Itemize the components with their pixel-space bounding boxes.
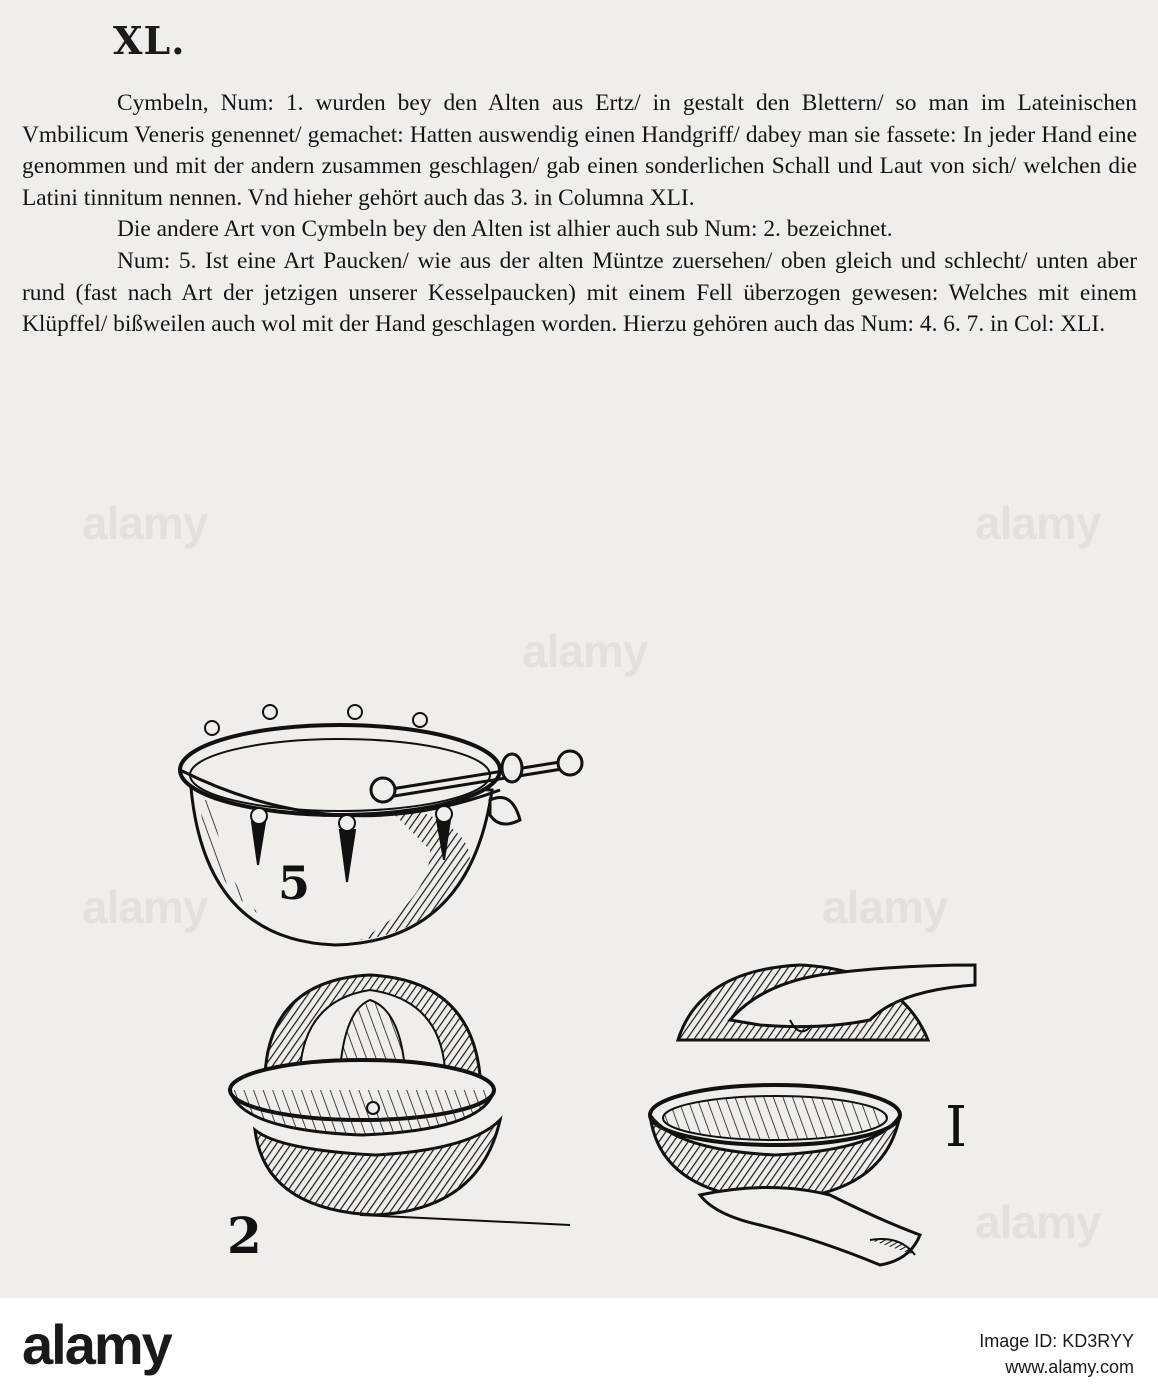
- kettle-drum-figure: [180, 705, 582, 945]
- watermark: alamy: [822, 881, 948, 933]
- closed-cymbals-figure: [230, 975, 570, 1225]
- alamy-logo: alamy: [22, 1313, 171, 1376]
- watermark: alamy: [522, 625, 648, 677]
- page-heading: XL.: [113, 18, 186, 63]
- hand-cymbals-figure: [650, 965, 975, 1265]
- watermark: alamy: [975, 1196, 1101, 1248]
- figure-label-1: I: [945, 1095, 968, 1160]
- site-url[interactable]: www.alamy.com: [1005, 1357, 1134, 1377]
- lower-hand: [700, 1188, 920, 1266]
- footer-meta: [979, 1328, 1134, 1380]
- figure-label-5: 5: [278, 856, 311, 910]
- paragraph-cymbeln: Cymbeln, Num: 1. wurden bey den Alten aus Ertz/ in gestalt den Blettern/ so man im Lateinischen Vmbilicum Veneris genennet/ gemachet: Hatten auswendig einen Handgriff/ dabey man sie fassete: In jeder Hand eine genommen und mit der andern zusammen geschlagen/ gab einen sonderlichen Schall und Laut von sich/ welchen die Latini tinnitum nennen. Vnd hieher gehört auch das 3. in Columna XLI.: [22, 90, 1137, 211]
- watermark: alamy: [82, 497, 208, 549]
- paragraph-andere-art: Die andere Art von Cymbeln bey den Alten ist alhier auch sub Num: 2. bezeichnet.: [117, 216, 893, 243]
- stock-photo-footer: [0, 1298, 1158, 1390]
- image-id: Image ID: KD3RYY: [979, 1331, 1134, 1351]
- watermark: alamy: [82, 881, 208, 933]
- watermark: alamy: [975, 497, 1101, 549]
- figure-label-2: 2: [227, 1206, 262, 1265]
- paragraph-paucken: Num: 5. Ist eine Art Paucken/ wie aus der alten Müntze zuersehen/ oben gleich und schlecht/ unten aber rund (fast nach Art der jetzigen unserer Kesselpaucken) mit einem Fell überzogen gewesen: Welches mit einem Klüpffel/ bißweilen auch wol mit der Hand geschlagen worden. Hierzu gehören auch das Num: 4. 6. 7. in Col: XLI.: [22, 247, 1137, 338]
